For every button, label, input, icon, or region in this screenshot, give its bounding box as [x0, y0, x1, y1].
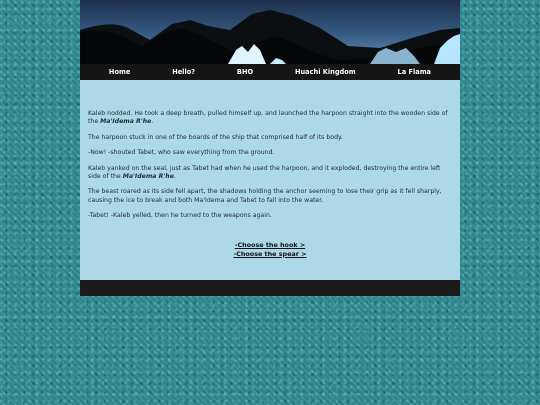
choose-spear-link[interactable]: -Choose the spear > — [233, 249, 307, 258]
nav-hello[interactable]: Hello? — [172, 68, 196, 76]
story-content — [80, 80, 460, 280]
story-paragraph-6: -Tabet! -Kaleb yelled, then he turned to the weapons again. — [88, 212, 272, 220]
choose-hook-link[interactable]: -Choose the hook > — [234, 240, 306, 249]
nav-home[interactable]: Home — [108, 68, 131, 76]
mountain-glacier-illustration — [80, 0, 460, 64]
nav-la-flama[interactable]: La Flama — [397, 68, 432, 76]
nav-huachi-kingdom[interactable]: Huachi Kingdom — [294, 68, 356, 76]
story-paragraph-2: The harpoon stuck in one of the boards of the ship that comprised half of its body. — [88, 133, 343, 141]
top-navigation-bar — [80, 64, 460, 80]
story-paragraph-5: The beast roared as its side fell apart, the shadows holding the anchor seeming to lose their grip as it fell sharply, causing the ice to break and both Ma'Idema and Tabet to fall into the water. — [88, 188, 442, 204]
page-footer — [80, 280, 460, 296]
page-container — [80, 0, 460, 296]
story-choices — [88, 241, 452, 259]
header-banner-image — [80, 0, 460, 64]
story-paragraph-3: -Now! -shouted Tabet, who saw everything from the ground. — [88, 149, 275, 157]
story-paragraph-4: Kaleb yanked on the seal, just as Tabet had when he used the harpoon, and it exploded, destroying the entire left side of the Ma'Idema R'he. — [88, 164, 441, 181]
story-paragraph-1: Kaleb nodded. He took a deep breath, pulled himself up, and launched the harpoon straight into the wooden side of the Ma'Idema R'he. — [88, 110, 448, 126]
nav-bho[interactable]: BHO — [236, 68, 254, 76]
